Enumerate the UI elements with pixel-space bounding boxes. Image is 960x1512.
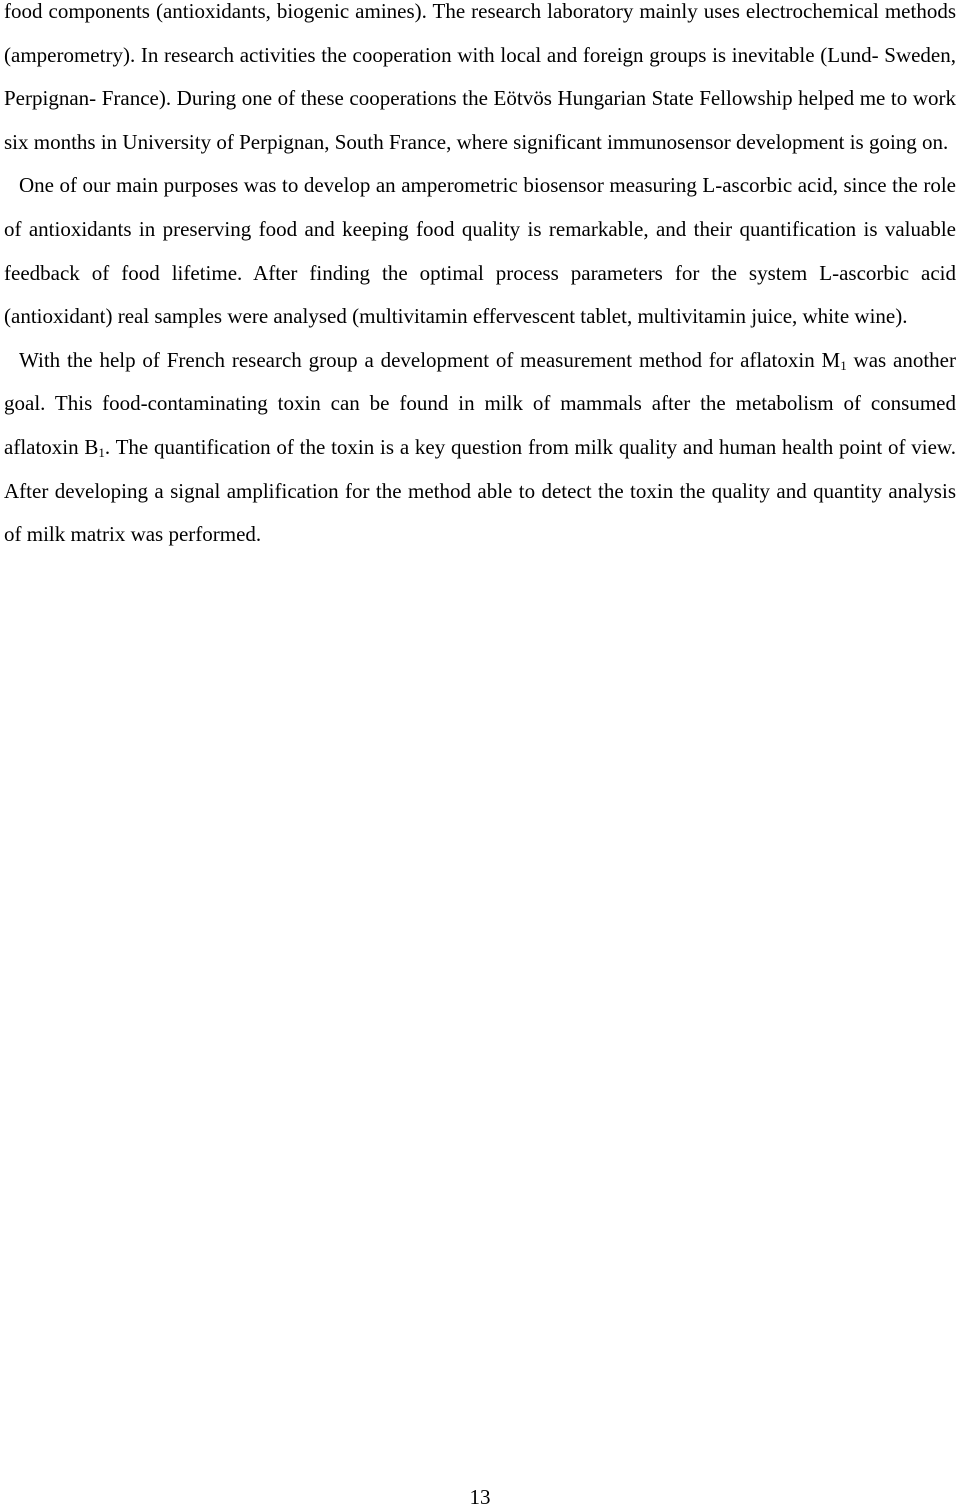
- subscript-b1: 1: [98, 444, 105, 460]
- aflatoxin-text-part-2: was another goal. This food-contaminating toxin can be found in milk of mammals after the metabolism of consumed aflatoxin B: [4, 347, 956, 459]
- aflatoxin-text-part-3: . The quantification of the toxin is a key question from milk quality and human health point of view. After developing a signal amplification for the method able to detect the toxin the quality and quantity analysis of milk matrix was performed.: [4, 434, 956, 547]
- page-number: 13: [469, 1485, 491, 1509]
- subscript-m1: 1: [840, 357, 847, 373]
- paragraph-aflatoxin: [4, 339, 956, 557]
- paragraph-ascorbic-acid: One of our main purposes was to develop an amperometric biosensor measuring L-ascorbic acid, since the role of antioxidants in preserving food and keeping food quality is remarkable, and their quantification is valuable feedback of food lifetime. After finding the optimal process parameters for the system L-ascorbic acid (antioxidant) real samples were analysed (multivitamin effervescent tablet, multivitamin juice, white wine).: [4, 173, 956, 329]
- document-body: [4, 0, 956, 557]
- paragraph-research-lab: food components (antioxidants, biogenic amines). The research laboratory mainly uses electrochemical methods (amperometry). In research activities the cooperation with local and foreign groups is inevitable (Lund- Sweden, Perpignan- France). During one of these cooperations the Eötvös Hungarian State Fellowship helped me to work six months in University of Perpignan, South France, where significant immunosensor development is going on.: [4, 0, 956, 154]
- aflatoxin-text-part-1: With the help of French research group a development of measurement method for aflatoxin M: [19, 347, 841, 372]
